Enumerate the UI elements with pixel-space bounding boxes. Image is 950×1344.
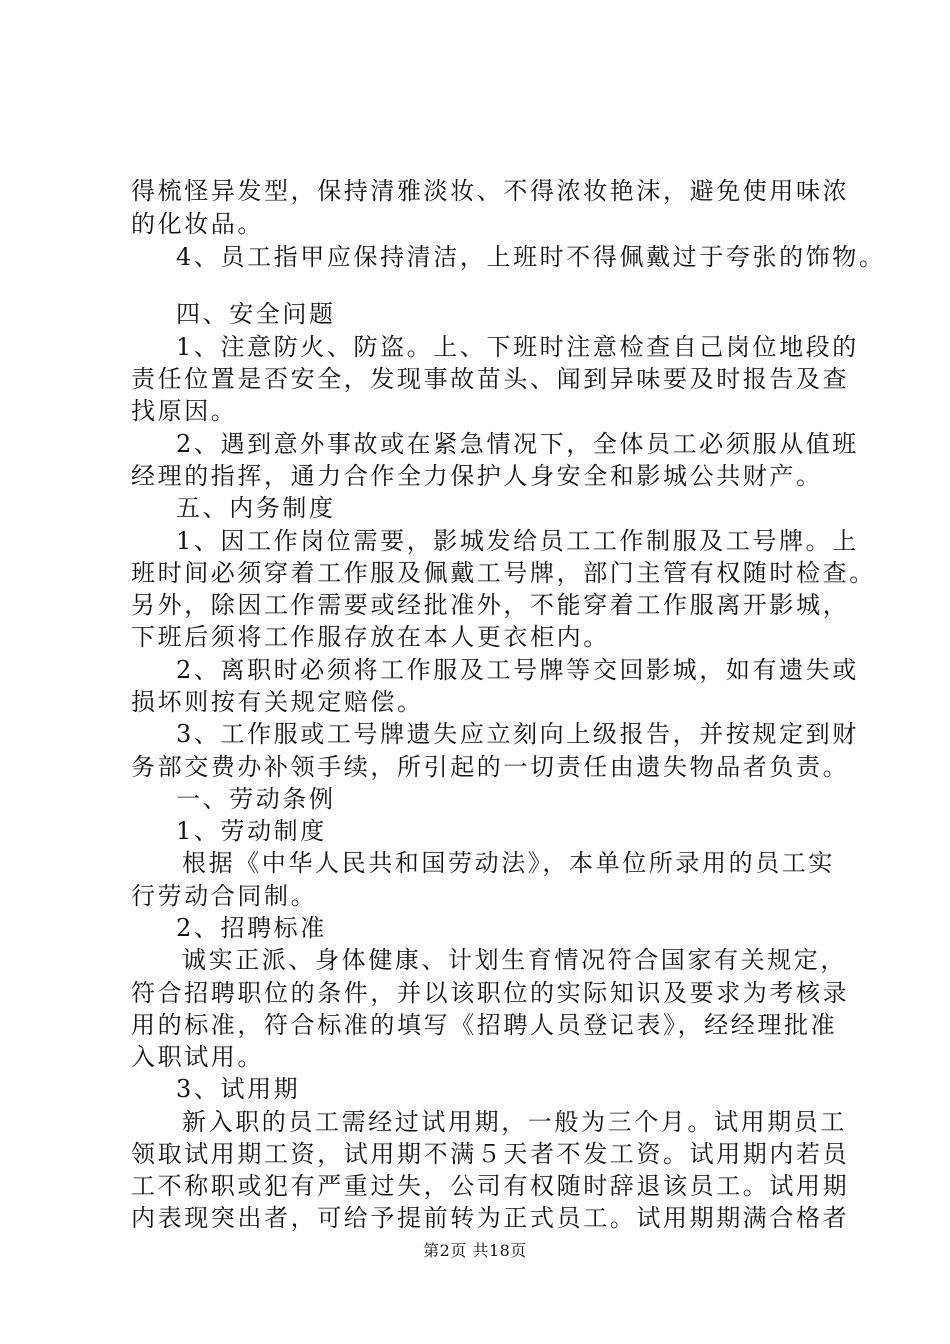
paragraph-line: 诚实正派、身体健康、计划生育情况符合国家有关规定，: [182, 946, 847, 974]
section-heading: 四、安全问题: [176, 300, 336, 328]
paragraph-line: 找原因。: [131, 397, 238, 425]
paragraph-line: 2、离职时必须将工作服及工号牌等交回影城，如有遗失或: [176, 656, 859, 684]
section-heading: 一、劳动条例: [176, 785, 336, 813]
paragraph-line: 工不称职或犯有严重过失，公司有权随时辞退该员工。试用期: [131, 1172, 850, 1200]
paragraph-line: 另外，除因工作需要或经批准外，不能穿着工作服离开影城，: [131, 591, 850, 619]
section-heading: 五、内务制度: [176, 494, 336, 522]
paragraph-line: 损坏则按有关规定赔偿。: [131, 688, 424, 716]
paragraph-line: 得梳怪异发型，保持清雅淡妆、不得浓妆艳沫，避免使用味浓: [131, 177, 850, 205]
paragraph-line: 1、因工作岗位需要，影城发给员工工作制服及工号牌。上: [176, 527, 859, 555]
paragraph-line: 符合招聘职位的条件，并以该职位的实际知识及要求为考核录: [131, 979, 850, 1007]
page-number-footer: 第2页 共18页: [423, 1241, 527, 1260]
paragraph-line: 用的标准，符合标准的填写《招聘人员登记表》，经经理批准: [131, 1011, 838, 1039]
paragraph-line: 班时间必须穿着工作服及佩戴工号牌，部门主管有权随时检查。: [131, 559, 876, 587]
paragraph-line: 经理的指挥，通力合作全力保护人身安全和影城公共财产。: [131, 462, 823, 490]
paragraph-line: 责任位置是否安全，发现事故苗头、闻到异味要及时报告及查: [131, 365, 850, 393]
paragraph-line: 务部交费办补领手续，所引起的一切责任由遗失物品者负责。: [131, 753, 850, 781]
paragraph-line: 1、注意防火、防盗。上、下班时注意检查自己岗位地段的: [176, 333, 859, 361]
paragraph-line: 下班后须将工作服存放在本人更衣柜内。: [131, 623, 610, 651]
paragraph-line: 内表现突出者，可给予提前转为正式员工。试用期期满合格者: [131, 1204, 850, 1232]
paragraph-line: 新入职的员工需经过试用期，一般为三个月。试用期员工: [182, 1108, 847, 1136]
subsection-heading: 3、试用期: [176, 1075, 301, 1103]
paragraph-line: 领取试用期工资，试用期不满５天者不发工资。试用期内若员: [131, 1140, 850, 1168]
paragraph-line: 根据《中华人民共和国劳动法》，本单位所录用的员工实: [182, 849, 835, 877]
paragraph-line: 的化妆品。: [131, 210, 264, 238]
paragraph-line: 入职试用。: [131, 1043, 264, 1071]
paragraph-line: 行劳动合同制。: [131, 882, 318, 910]
subsection-heading: 1、劳动制度: [176, 817, 327, 845]
paragraph-line: 3、工作服或工号牌遗失应立刻向上级报告，并按规定到财: [176, 720, 859, 748]
paragraph-line: 2、遇到意外事故或在紧急情况下，全体员工必须服从值班: [176, 430, 859, 458]
subsection-heading: 2、招聘标准: [176, 914, 327, 942]
paragraph-line: 4、员工指甲应保持清洁，上班时不得佩戴过于夸张的饰物。: [176, 243, 886, 271]
